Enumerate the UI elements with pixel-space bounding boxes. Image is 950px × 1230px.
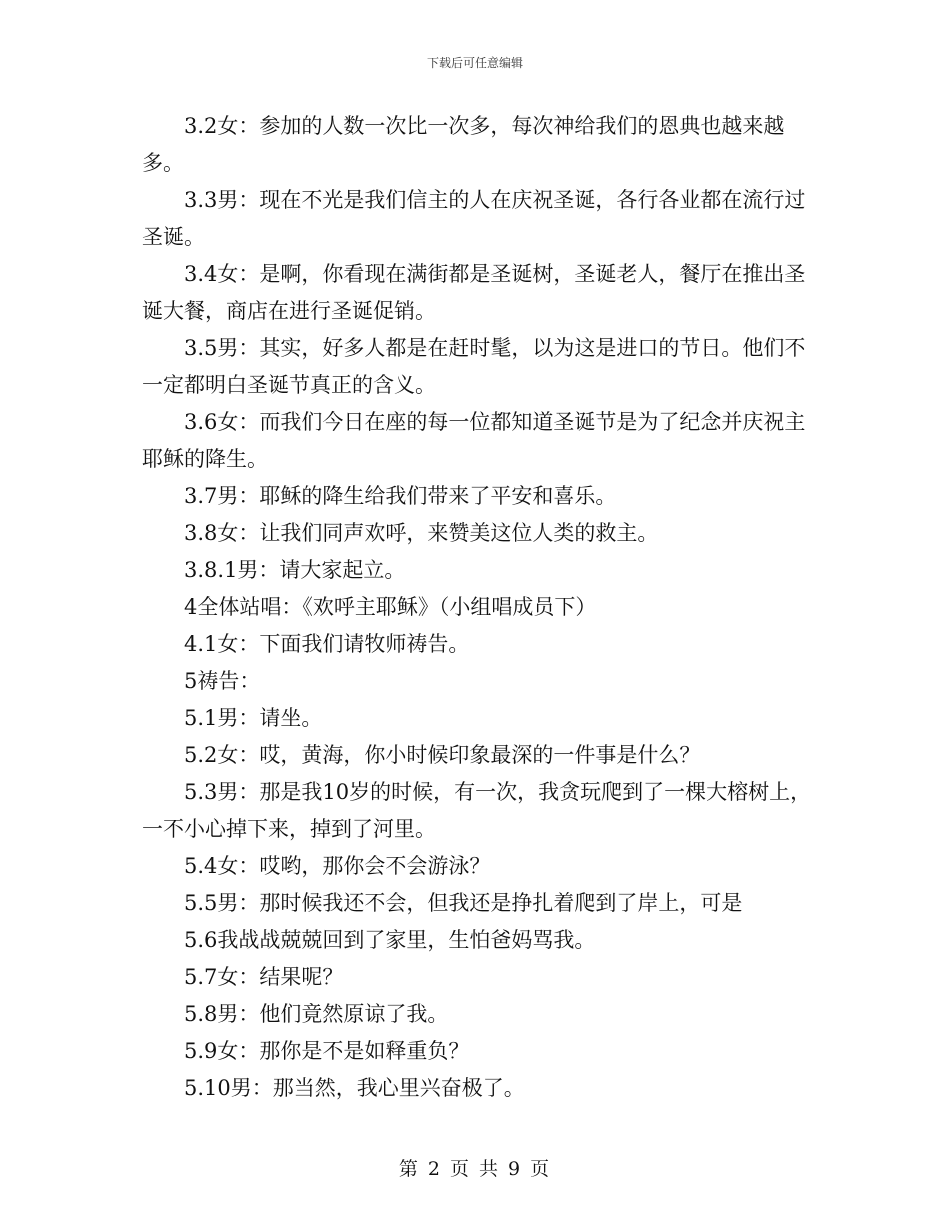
paragraph: 5.6我战战兢兢回到了家里，生怕爸妈骂我。	[184, 928, 596, 952]
paragraph: 3.5男：其实，好多人都是在赶时髦，以为这是进口的节日。他们不一定都明白圣诞节真正的含义。	[142, 336, 806, 397]
paragraph: 5.5男：那时候我还不会，但我还是挣扎着爬到了岸上，可是	[184, 891, 743, 915]
paragraph: 5.9女：那你是不是如释重负？	[184, 1039, 470, 1063]
paragraph: 5.2女：哎，黄海，你小时候印象最深的一件事是什么？	[184, 743, 701, 767]
paragraph: 5.7女：结果呢？	[184, 965, 344, 989]
paragraph: 4.1女：下面我们请牧师祷告。	[184, 632, 470, 656]
paragraph: 3.8.1男：请大家起立。	[184, 558, 406, 582]
document-body	[142, 108, 812, 1107]
paragraph: 5.10男：那当然，我心里兴奋极了。	[184, 1076, 525, 1100]
paragraph: 3.2女：参加的人数一次比一次多，每次神给我们的恩典也越来越多。	[142, 114, 785, 175]
paragraph: 5.4女：哎哟，那你会不会游泳？	[184, 854, 491, 878]
paragraph: 4全体站唱：《欢呼主耶稣》（小组唱成员下）	[184, 595, 597, 619]
paragraph: 5.1男：请坐。	[184, 706, 323, 730]
paragraph: 5.3男：那是我10岁的时候，有一次，我贪玩爬到了一棵大榕树上，一不小心掉下来，掉到了河里。	[142, 780, 812, 841]
paragraph: 5.8男：他们竟然原谅了我。	[184, 1002, 449, 1026]
paragraph: 3.8女：让我们同声欢呼，来赞美这位人类的救主。	[184, 521, 659, 545]
paragraph: 3.7男：耶稣的降生给我们带来了平安和喜乐。	[184, 484, 617, 508]
page-footer: 第 2 页 共 9 页	[398, 1158, 552, 1180]
paragraph: 5祷告：	[184, 669, 261, 693]
page-header: 下载后可任意编辑	[426, 56, 523, 70]
paragraph: 3.3男：现在不光是我们信主的人在庆祝圣诞，各行各业都在流行过圣诞。	[142, 188, 806, 249]
paragraph: 3.4女：是啊，你看现在满街都是圣诞树，圣诞老人，餐厅在推出圣诞大餐，商店在进行圣诞促销。	[142, 262, 806, 323]
paragraph: 3.6女：而我们今日在座的每一位都知道圣诞节是为了纪念并庆祝主耶稣的降生。	[142, 410, 806, 471]
